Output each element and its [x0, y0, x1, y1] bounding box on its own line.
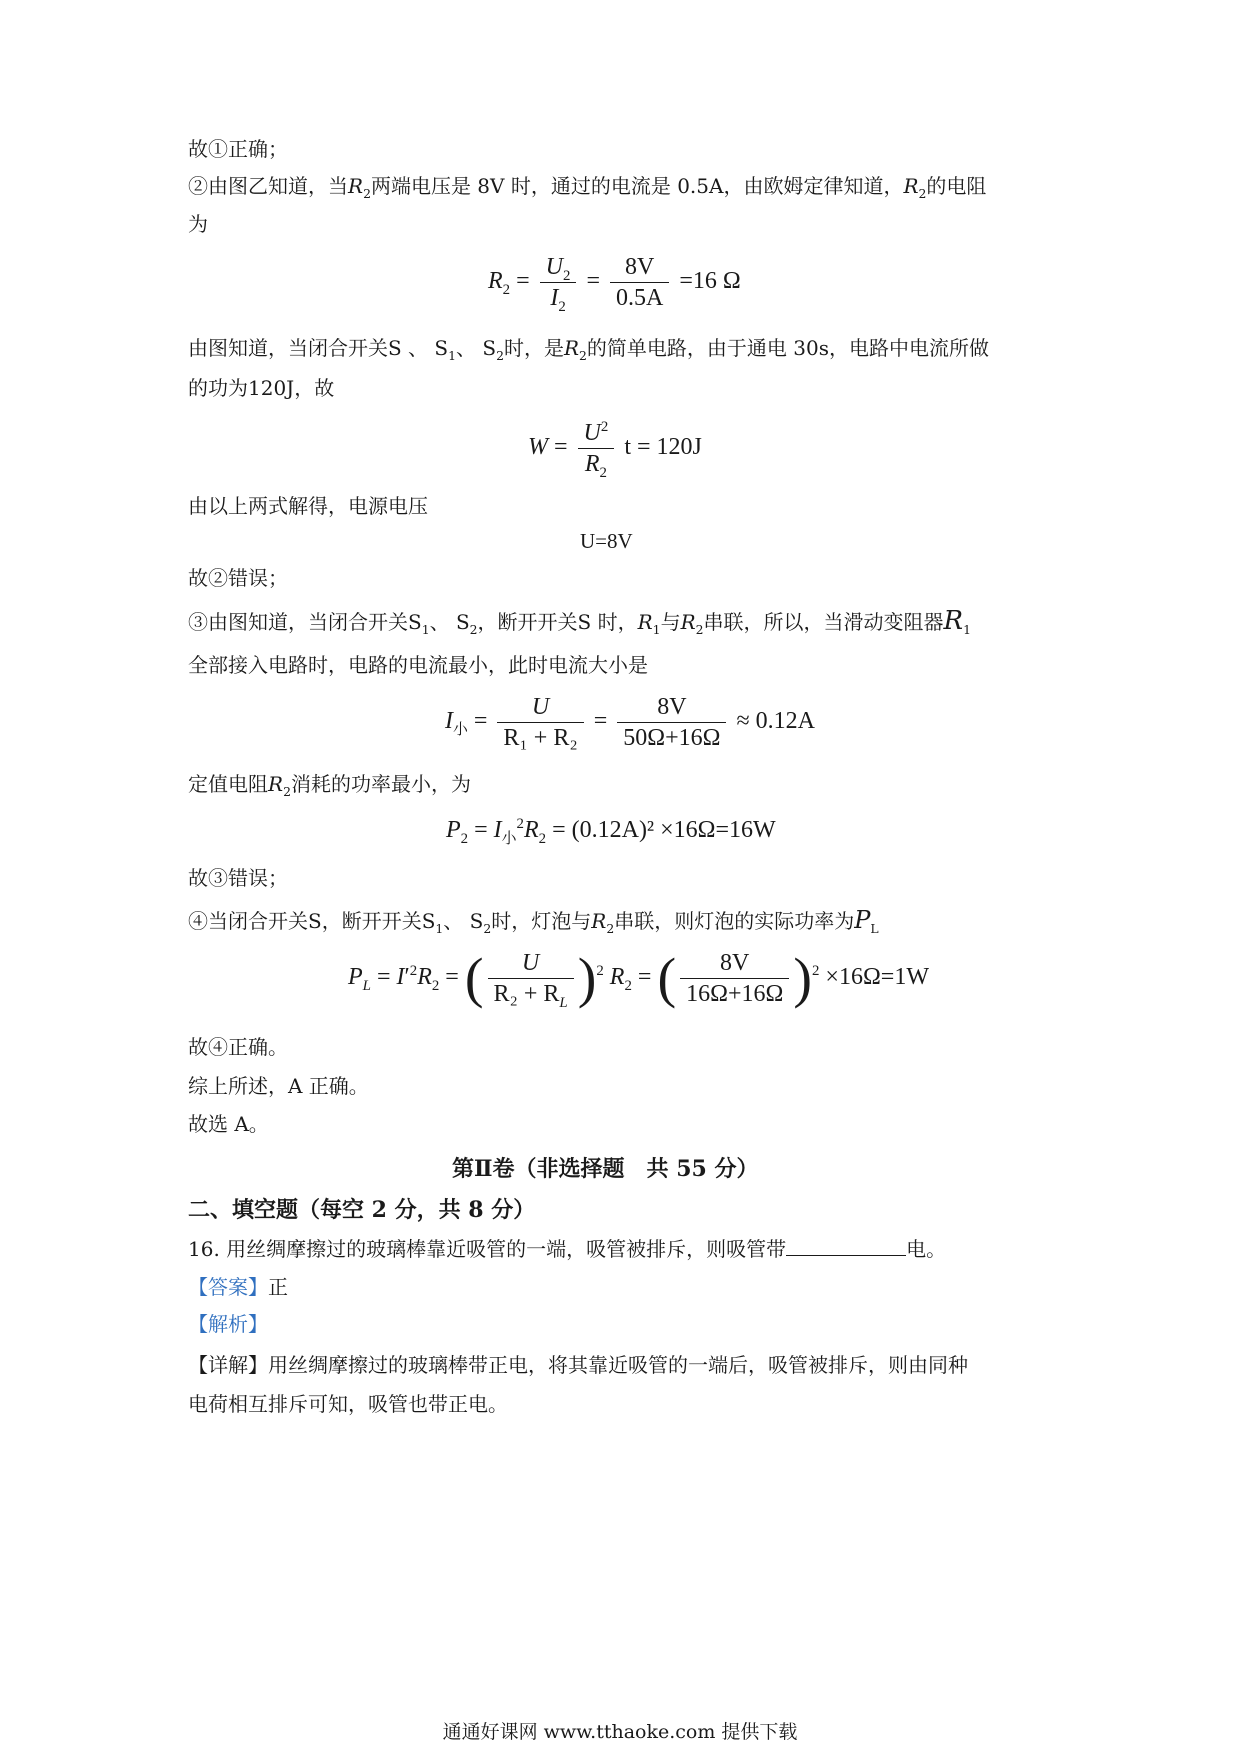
answer-tag: 【答案】: [188, 1275, 268, 1299]
answer-blank: [786, 1235, 906, 1256]
text-line: 故①正确；: [188, 137, 288, 161]
text-line: ③由图知道，当闭合开关$S_1$、 $S_2$，断开开关S 时，$R_1$与$R_2$串联，所以，当滑动变阻器$R_1$: [188, 606, 971, 637]
text-line: 综上所述，A 正确。: [188, 1074, 369, 1098]
equation-lamp-power: $P_L = I'^2R_2$ = ( $\frac{U}{R_2 + R_L}$ )$^2$ $R_2$ = ( $\frac{8V}{16\Omega+16\Omega}$ )$^2$ ×16Ω=1W: [348, 947, 929, 1011]
equation-work: W = $\frac{U^2}{R_2}$ t = 120J: [528, 419, 702, 481]
detail-tag: 【详解】: [188, 1353, 268, 1377]
equation-min-current: $I_小$ = $\frac{U}{\text{R₁ + R₂}}$ = $\frac{8V}{50\Omega+16\Omega}$ ≈ 0.12A: [445, 694, 815, 751]
text-line: ②由图乙知道，当$R_2$两端电压是 8V 时，通过的电流是 0.5A，由欧姆定律知道，$R_2$的电阻: [188, 174, 987, 201]
detail-line: 【详解】用丝绸摩擦过的玻璃棒带正电，将其靠近吸管的一端后，吸管被排斥，则由同种: [188, 1353, 968, 1377]
text-line: 由图知道，当闭合开关S 、 $S_1$、 $S_2$时，是$R_2$的简单电路，由于通电 30s，电路中电流所做: [188, 336, 989, 363]
section-title: 第Ⅱ卷（非选择题 共 55 分）: [452, 1156, 759, 1182]
part-title: 二、填空题（每空 2 分，共 8 分）: [188, 1197, 536, 1223]
equation-r2: $R_2$ = $\frac{U_2}{I_2}$ = $\frac{8V}{0.5A}$ =16 Ω: [488, 254, 741, 315]
analysis-tag: 【解析】: [188, 1312, 268, 1336]
equation-min-power: $P_2 = I_小^2R_2 = (0.12A)^2 \times 16\Omega=16W$: [446, 816, 776, 847]
equation-voltage: U=8V: [580, 529, 633, 553]
detail-line: 电荷相互排斥可知，吸管也带正电。: [188, 1392, 508, 1416]
text-line: 故③错误；: [188, 866, 288, 890]
page-footer: 通通好课网 www.tthaoke.com 提供下载: [442, 1721, 798, 1743]
text-line: 全部接入电路时，电路的电流最小，此时电流大小是: [188, 653, 648, 677]
text-line: 由以上两式解得，电源电压: [188, 494, 428, 518]
text-line: ④当闭合开关S，断开开关$S_1$、 $S_2$时，灯泡与$R_2$串联，则灯泡的实际功率为$P_L$: [188, 906, 879, 936]
text-line: 故选 A。: [188, 1112, 269, 1136]
text-line: 的功为120J，故: [188, 376, 335, 400]
analysis-line: [188, 1309, 268, 1339]
text-line: 故②错误；: [188, 566, 288, 590]
text-line: 定值电阻$R_2$消耗的功率最小，为: [188, 772, 471, 799]
text-line: 故④正确。: [188, 1035, 288, 1059]
text-line: 为: [188, 212, 208, 236]
answer-line: 【答案】正: [188, 1275, 288, 1299]
question-16: 16. 用丝绸摩擦过的玻璃棒靠近吸管的一端，吸管被排斥，则吸管带 电。: [188, 1237, 947, 1261]
